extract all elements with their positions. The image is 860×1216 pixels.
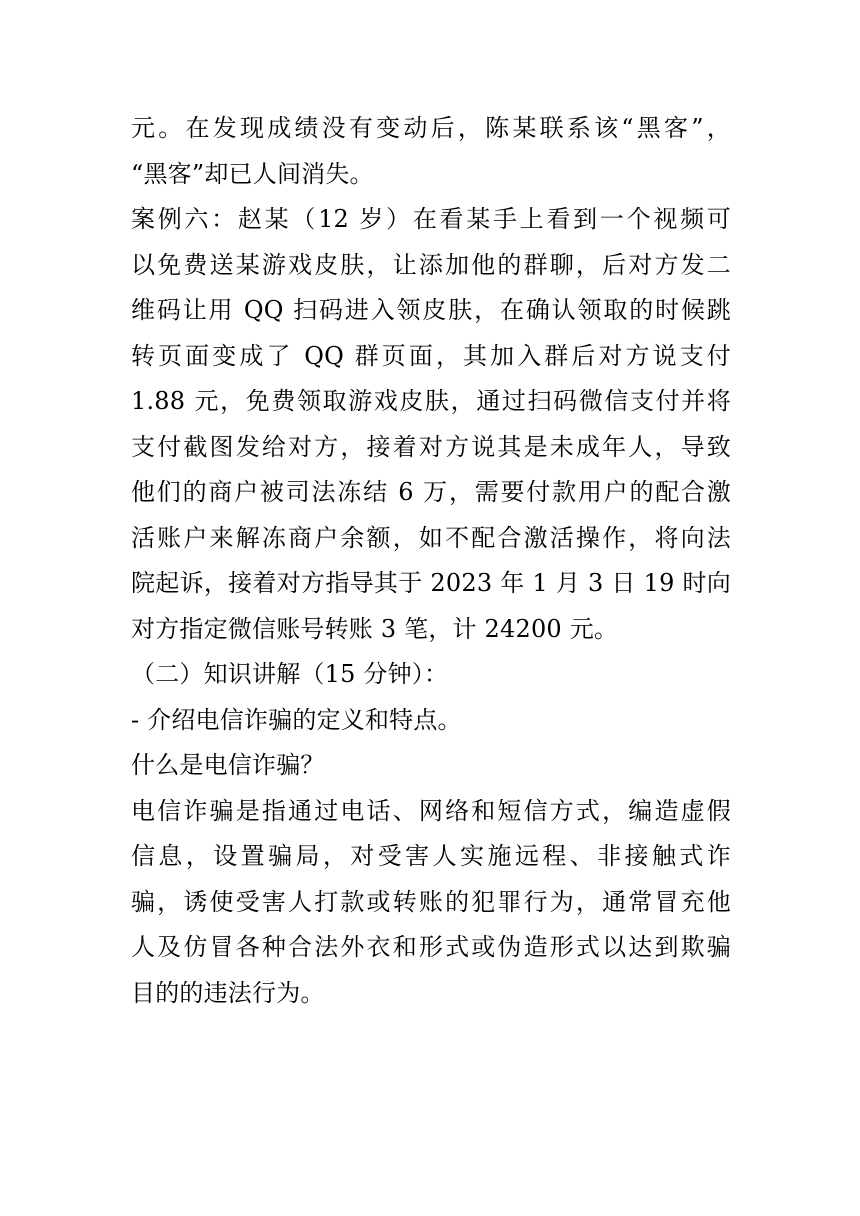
text-line-2: “黑客”却已人间消失。: [131, 159, 374, 188]
text-line-7: 1.88 元，免费领取游戏皮肤，通过扫码微信支付并将: [131, 387, 731, 415]
text-line-6: 转页面变成了 QQ 群页面，其加入群后对方说支付: [131, 341, 731, 370]
text-line-5: 维码让用 QQ 扫码进入领皮肤，在确认领取的时候跳: [131, 296, 731, 324]
text-line-4: 以免费送某游戏皮肤，让添加他的群聊，后对方发二: [131, 250, 731, 279]
question-heading: 什么是电信诈骗？: [131, 751, 325, 779]
text-line-11: 院起诉，接着对方指导其于 2023 年 1 月 3 日 19 时向: [131, 569, 731, 597]
bullet-item: - 介绍电信诈骗的定义和特点。: [131, 705, 462, 734]
text-line-18: 骗，诱使受害人打款或转账的犯罪行为，通常冒充他: [131, 887, 731, 916]
text-line-12: 对方指定微信账号转账 3 笔，计 24200 元。: [131, 614, 619, 643]
document-body: [131, 106, 731, 1016]
text-line-20: 目的的违法行为。: [131, 978, 325, 1007]
text-line-10: 活账户来解冻商户余额，如不配合激活操作，将向法: [131, 523, 731, 552]
text-line-9: 他们的商户被司法冻结 6 万，需要付款用户的配合激: [131, 478, 731, 506]
text-line-16: 电信诈骗是指通过电话、网络和短信方式，编造虚假: [131, 796, 731, 825]
text-line-19: 人及仿冒各种合法外衣和形式或伪造形式以达到欺骗: [131, 933, 731, 961]
text-line-8: 支付截图发给对方，接着对方说其是未成年人，导致: [131, 432, 731, 461]
text-line-3: 案例六：赵某（12 岁）在看某手上看到一个视频可: [131, 205, 731, 233]
section-heading: （二）知识讲解（15 分钟）：: [131, 660, 449, 688]
text-line-1: 元。在发现成绩没有变动后，陈某联系该“黑客”，: [131, 114, 731, 142]
text-line-17: 信息，设置骗局，对受害人实施远程、非接触式诈: [131, 842, 731, 870]
